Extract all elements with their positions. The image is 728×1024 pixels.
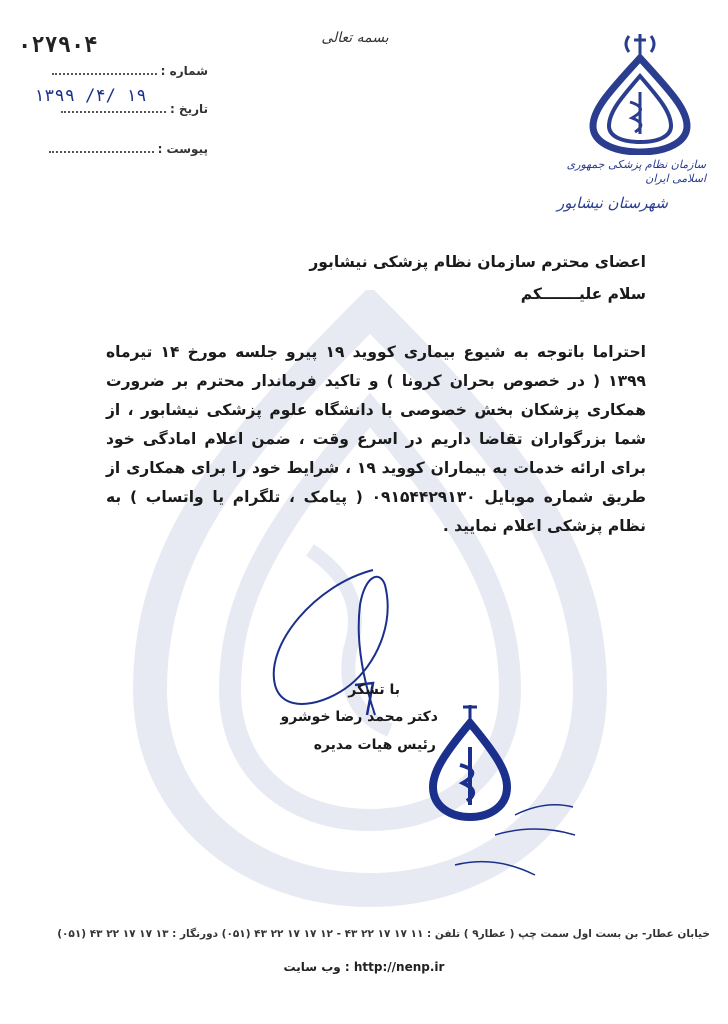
attachment-row xyxy=(45,142,208,156)
basmala: بسمه تعالی xyxy=(321,30,389,46)
letter-body: احتراما باتوجه به شیوع بیماری کووید ۱۹ پیرو جلسه مورخ ۱۴ تیرماه ۱۳۹۹ ( در خصوص بحران کرونا ) و تاکید فرماندار محترم بر ضرورت همکاری پزشکان بخش خصوصی با دانشگاه علوم پزشکی نیشابور ، از شما بزرگواران تقاضا داریم در اسرع وقت ، ضمن اعلام امادگی خود برای ارائه خدمات به بیماران کووید ۱۹ ، شرایط خود را برای همکاری از طریق شماره موبایل ۰۹۱۵۴۴۲۹۱۳۰ ( پیامک ، تلگرام یا واتساب ) به نظام پزشکی اعلام نمایید . xyxy=(106,343,647,535)
website-url[interactable]: http://nenp.ir xyxy=(353,960,445,974)
number-row xyxy=(48,64,208,78)
attachment-label: پیوست : xyxy=(157,142,208,156)
medical-council-logo xyxy=(585,30,695,155)
attachment-dots xyxy=(49,151,154,153)
date-label: تاریخ : xyxy=(169,102,208,116)
website-label: : وب سایت xyxy=(283,960,350,974)
official-stamp xyxy=(425,705,580,885)
date-dots xyxy=(61,111,166,113)
number-dots xyxy=(52,73,157,75)
organization-name: سازمان نظام پزشکی جمهوری اسلامی ایران xyxy=(566,158,706,185)
letter-date-value: ۱۳۹۹ /۴/ ۱۹ xyxy=(34,86,147,106)
signer-name: دکتر محمد رضا خوشرو xyxy=(280,709,438,725)
signer-title: رئیس هیات مدیره xyxy=(313,737,436,753)
number-label: شماره : xyxy=(160,64,208,78)
letter-number-value: ۰۲۷۹۰۴ xyxy=(18,33,98,58)
recipient-line: اعضای محترم سازمان نظام پزشکی نیشابور xyxy=(309,253,646,271)
greeting-line: سلام علیـــــــکم xyxy=(520,285,646,303)
footer-website xyxy=(0,960,728,974)
closing-thanks: با تشکر xyxy=(348,682,400,698)
city-name: شهرستان نیشابور xyxy=(556,194,668,212)
footer-address: خیابان عطار- بن بست اول سمت چپ ( عطار۹ ) تلفن : ۱۱ ۱۷ ۱۷ ۲۲ ۴۳ - ۱۲ ۱۷ ۱۷ ۲۲ ۴۳ (۰۵۱) دورنگار : ۱۳ ۱۷ ۱۷ ۲۲ ۴۳ (۰۵۱) xyxy=(57,928,710,940)
salutation-block xyxy=(226,246,646,310)
